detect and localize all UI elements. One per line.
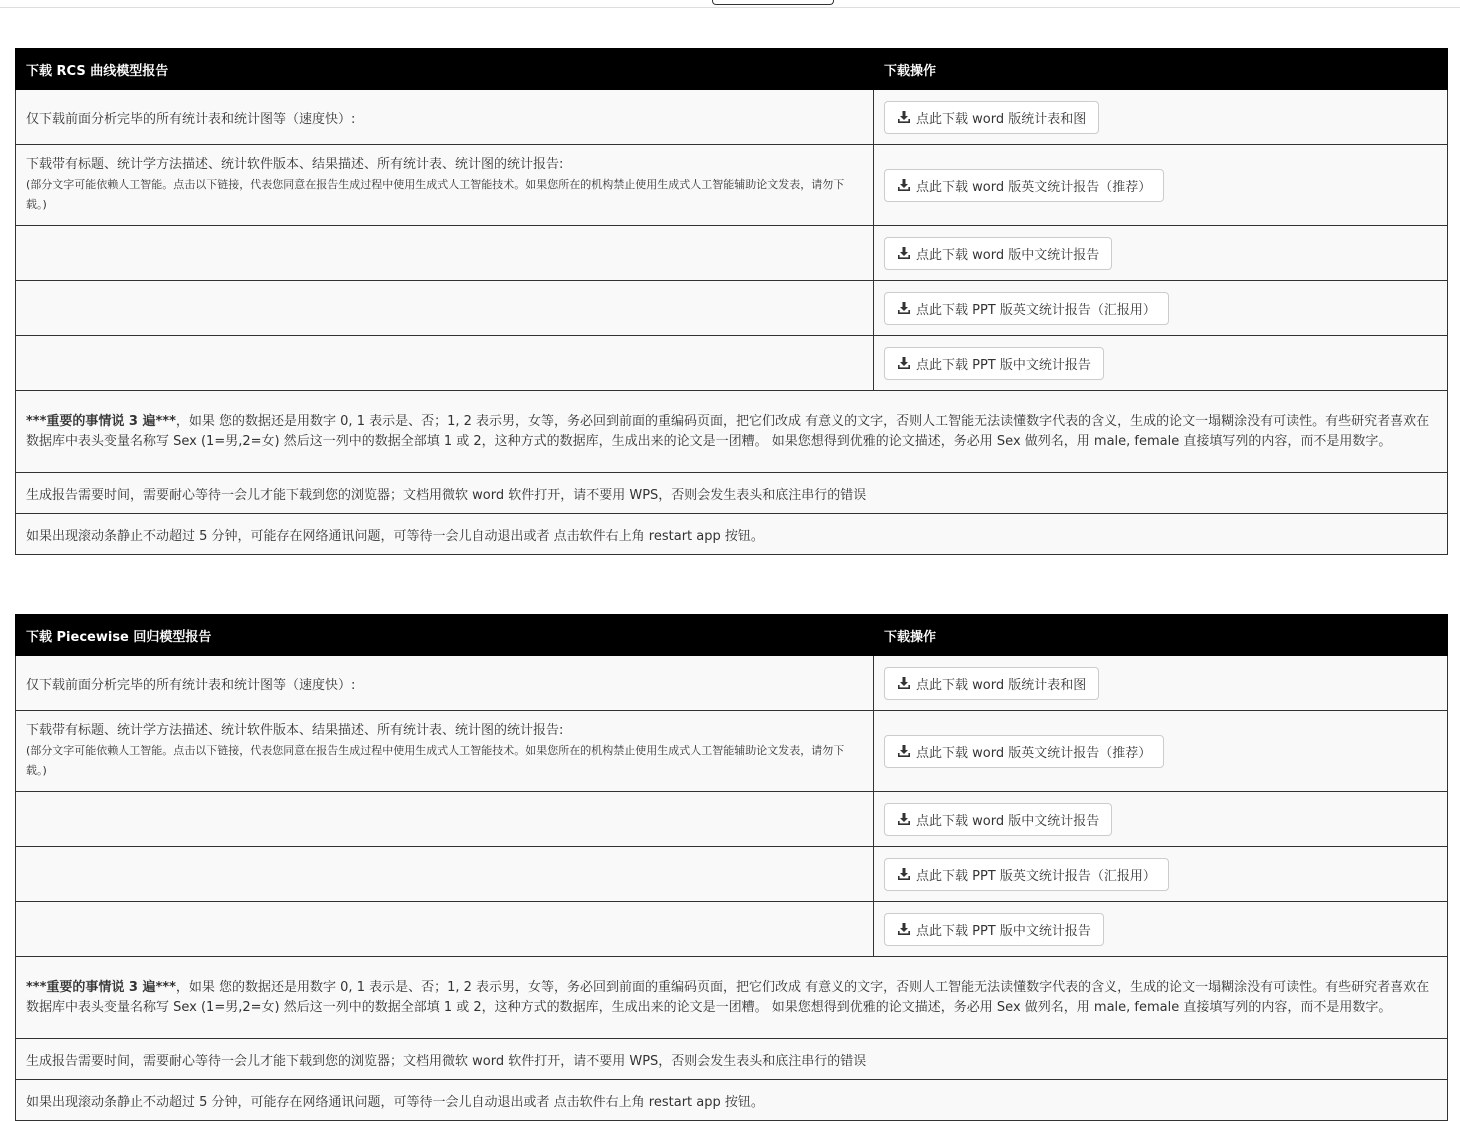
download-icon	[897, 356, 911, 370]
warning-emphasis: ***重要的事情说 3 遍***	[26, 979, 176, 995]
button-label: 点此下载 word 版中文统计报告	[916, 813, 1100, 829]
empty-cell	[16, 281, 874, 336]
download-ppt-english-report-button[interactable]	[884, 858, 1169, 891]
button-label: 点此下载 word 版英文统计报告（推荐）	[916, 745, 1152, 761]
empty-cell	[16, 792, 874, 847]
wait-time-note: 生成报告需要时间，需要耐心等待一会儿才能下载到您的浏览器；文档用微软 word 软件打开，请不要用 WPS，否则会发生表头和底注串行的错误	[16, 473, 1448, 514]
restart-app-note: 如果出现滚动条静止不动超过 5 分钟，可能存在网络通讯问题，可等待一会儿自动退出或者 点击软件右上角 restart app 按钮。	[16, 514, 1448, 555]
download-icon	[897, 922, 911, 936]
button-label: 点此下载 word 版英文统计报告（推荐）	[916, 179, 1152, 195]
download-icon	[897, 812, 911, 826]
download-icon	[897, 744, 911, 758]
download-word-tables-button[interactable]	[884, 667, 1099, 700]
table-header-title: 下载 Piecewise 回归模型报告	[16, 615, 874, 656]
button-label: 点此下载 PPT 版英文统计报告（汇报用）	[916, 302, 1156, 318]
rcs-report-table	[15, 48, 1448, 555]
empty-cell	[16, 902, 874, 957]
table-header-action: 下载操作	[874, 49, 1448, 90]
button-label: 点此下载 PPT 版中文统计报告	[916, 923, 1091, 939]
empty-cell	[16, 226, 874, 281]
download-word-chinese-report-button[interactable]	[884, 803, 1112, 836]
download-icon	[897, 246, 911, 260]
download-icon	[897, 867, 911, 881]
button-label: 点此下载 word 版统计表和图	[916, 111, 1087, 127]
ai-notice: (部分文字可能依赖人工智能。点击以下链接，代表您同意在报告生成过程中使用生成式人工智能技术。如果您所在的机构禁止使用生成式人工智能辅助论文发表，请勿下载。)	[26, 178, 845, 211]
warning-emphasis: ***重要的事情说 3 遍***	[26, 413, 176, 429]
piecewise-report-table	[15, 614, 1448, 1121]
empty-cell	[16, 847, 874, 902]
warning-text: ，如果 您的数据还是用数字 0, 1 表示是、否；1, 2 表示男，女等，务必回到前面的重编码页面，把它们改成 有意义的文字，否则人工智能无法读懂数字代表的含义，生成的论文一塌糊涂没有可读性。有些研究者喜欢在数据库中表头变量名称写 Sex (1=男,2=女) 然后这一列中的数据全部填 1 或 2，这种方式的数据库，生成出来的论文是一团糟。 如果您想得到优雅的论文描述，务必用 Sex 做列名，用 male, female 直接填写列的内容，而不是用数字。	[26, 413, 1430, 449]
download-word-chinese-report-button[interactable]	[884, 237, 1112, 270]
data-encoding-warning	[16, 957, 1448, 1039]
data-encoding-warning	[16, 391, 1448, 473]
ai-notice: (部分文字可能依赖人工智能。点击以下链接，代表您同意在报告生成过程中使用生成式人工智能技术。如果您所在的机构禁止使用生成式人工智能辅助论文发表，请勿下载。)	[26, 744, 845, 777]
full-report-text: 下载带有标题、统计学方法描述、统计软件版本、结果描述、所有统计表、统计图的统计报告:	[26, 723, 564, 738]
button-label: 点此下载 word 版中文统计报告	[916, 247, 1100, 263]
wait-time-note: 生成报告需要时间，需要耐心等待一会儿才能下载到您的浏览器；文档用微软 word 软件打开，请不要用 WPS，否则会发生表头和底注串行的错误	[16, 1039, 1448, 1080]
download-icon	[897, 676, 911, 690]
full-report-text: 下载带有标题、统计学方法描述、统计软件版本、结果描述、所有统计表、统计图的统计报告:	[26, 157, 564, 172]
download-word-english-report-button[interactable]	[884, 735, 1164, 768]
button-label: 点此下载 PPT 版英文统计报告（汇报用）	[916, 868, 1156, 884]
row-tables-only-desc: 仅下载前面分析完毕的所有统计表和统计图等（速度快）:	[16, 656, 874, 711]
download-icon	[897, 301, 911, 315]
download-icon	[897, 178, 911, 192]
download-ppt-chinese-report-button[interactable]	[884, 347, 1104, 380]
row-tables-only-desc: 仅下载前面分析完毕的所有统计表和统计图等（速度快）:	[16, 90, 874, 145]
warning-text: ，如果 您的数据还是用数字 0, 1 表示是、否；1, 2 表示男，女等，务必回到前面的重编码页面，把它们改成 有意义的文字，否则人工智能无法读懂数字代表的含义，生成的论文一塌糊涂没有可读性。有些研究者喜欢在数据库中表头变量名称写 Sex (1=男,2=女) 然后这一列中的数据全部填 1 或 2，这种方式的数据库，生成出来的论文是一团糟。 如果您想得到优雅的论文描述，务必用 Sex 做列名，用 male, female 直接填写列的内容，而不是用数字。	[26, 979, 1430, 1015]
download-word-tables-button[interactable]	[884, 101, 1099, 134]
row-full-report-desc	[16, 711, 874, 792]
download-ppt-english-report-button[interactable]	[884, 292, 1169, 325]
download-icon	[897, 110, 911, 124]
download-word-english-report-button[interactable]	[884, 169, 1164, 202]
row-full-report-desc	[16, 145, 874, 226]
table-header-action: 下载操作	[874, 615, 1448, 656]
download-ppt-chinese-report-button[interactable]	[884, 913, 1104, 946]
restart-app-note: 如果出现滚动条静止不动超过 5 分钟，可能存在网络通讯问题，可等待一会儿自动退出或者 点击软件右上角 restart app 按钮。	[16, 1080, 1448, 1121]
top-tab-edge	[712, 0, 834, 5]
button-label: 点此下载 PPT 版中文统计报告	[916, 357, 1091, 373]
table-header-title: 下载 RCS 曲线模型报告	[16, 49, 874, 90]
button-label: 点此下载 word 版统计表和图	[916, 677, 1087, 693]
empty-cell	[16, 336, 874, 391]
